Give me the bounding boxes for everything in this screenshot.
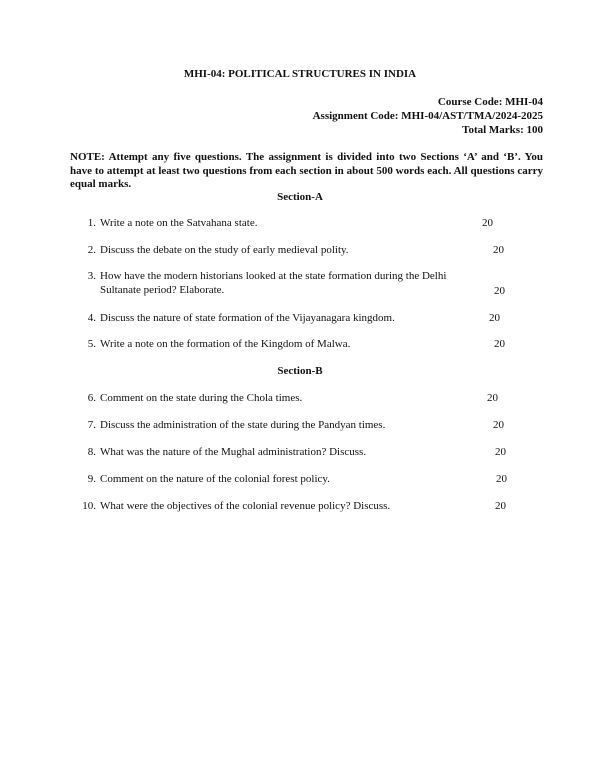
assignment-code: Assignment Code: MHI-04/AST/TMA/2024-2025	[312, 110, 543, 122]
question-text: Write a note on the formation of the Kingdom of Malwa.	[100, 338, 351, 350]
question-number: 5.	[87, 338, 96, 350]
page-title: MHI-04: POLITICAL STRUCTURES IN INDIA	[183, 68, 417, 80]
question-marks: 20	[496, 473, 507, 485]
question-text: What were the objectives of the colonial revenue policy? Discuss.	[100, 500, 391, 512]
question-number: 8.	[87, 446, 96, 458]
question-number: 1.	[87, 217, 96, 229]
question-number: 7.	[87, 419, 96, 431]
question-marks: 20	[494, 338, 505, 350]
question-marks: 20	[494, 285, 505, 297]
course-code: Course Code: MHI-04	[437, 96, 543, 108]
question-text: Discuss the administration of the state during the Pandyan times.	[100, 419, 386, 431]
question-marks: 20	[489, 312, 500, 324]
question-number: 10.	[82, 500, 96, 512]
question-number: 3.	[87, 270, 96, 282]
question-number: 2.	[87, 244, 96, 256]
question-marks: 20	[493, 419, 504, 431]
instructions-note: NOTE: Attempt any five questions. The assignment is divided into two Sections ‘A’ and ‘B’. You have to attempt at least two questions from each section in about 500 words each. All questions carry equal marks.	[70, 151, 543, 190]
question-marks: 20	[487, 392, 498, 404]
question-text: How have the modern historians looked at the state formation during the Delhi Sultanate period? Elaborate.	[100, 270, 447, 296]
total-marks: Total Marks: 100	[462, 124, 543, 136]
question-marks: 20	[482, 217, 493, 229]
question-text: Comment on the nature of the colonial forest policy.	[100, 473, 330, 485]
question-text: Discuss the debate on the study of early medieval polity.	[100, 244, 349, 256]
question-number: 9.	[87, 473, 96, 485]
question-text: What was the nature of the Mughal administration? Discuss.	[100, 446, 367, 458]
section-a-heading: Section-A	[277, 191, 323, 203]
question-text: Discuss the nature of state formation of the Vijayanagara kingdom.	[100, 312, 395, 324]
question-text: Write a note on the Satvahana state.	[100, 217, 258, 229]
question-marks: 20	[495, 446, 506, 458]
question-marks: 20	[493, 244, 504, 256]
question-number: 4.	[87, 312, 96, 324]
question-marks: 20	[495, 500, 506, 512]
question-number: 6.	[87, 392, 96, 404]
question-text: Comment on the state during the Chola times.	[100, 392, 303, 404]
section-b-heading: Section-B	[277, 365, 323, 377]
